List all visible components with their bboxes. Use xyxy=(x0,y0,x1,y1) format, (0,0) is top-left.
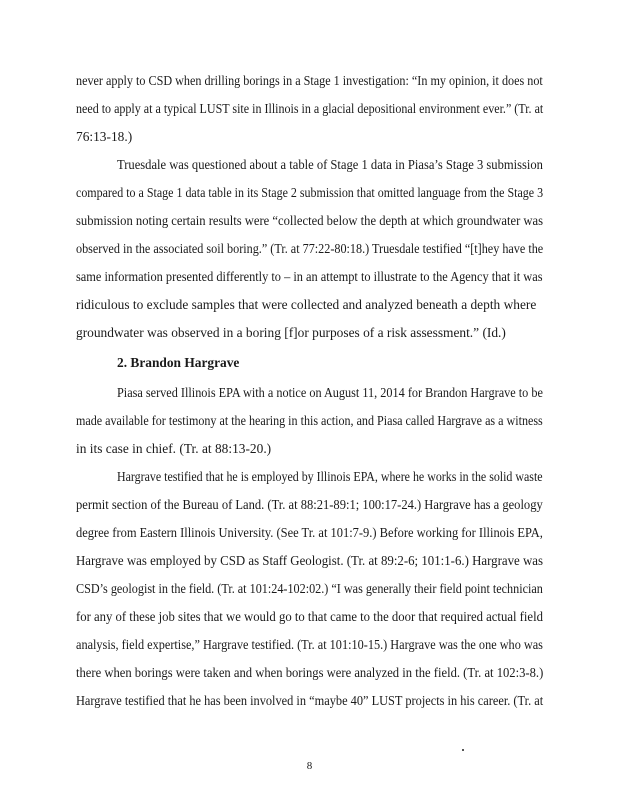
text-line-6: submission noting certain results were “collected below the depth at which groundwater was xyxy=(76,213,544,228)
text-line-19: CSD’s geologist in the field. (Tr. at 101:24-102:02.) “I was generally their field point technician xyxy=(76,581,543,596)
text-line-12: Piasa served Illinois EPA with a notice on August 11, 2014 for Brandon Hargrave to be xyxy=(117,385,543,400)
text-line-4: Truesdale was questioned about a table of Stage 1 data in Piasa’s Stage 3 submission xyxy=(117,157,543,172)
text-line-8: same information presented differently to – in an attempt to illustrate to the Agency that it was xyxy=(76,269,543,284)
text-line-13: made available for testimony at the hearing in this action, and Piasa called Hargrave as a witness xyxy=(76,413,543,428)
text-line-20: for any of these job sites that we would go to that came to the door that required actual field xyxy=(76,609,543,624)
text-line-22: there when borings were taken and when borings were analyzed in the field. (Tr. at 102:3-8.) xyxy=(76,665,544,680)
text-line-3: 76:13-18.) xyxy=(76,129,133,144)
text-line-9: ridiculous to exclude samples that were collected and analyzed beneath a depth where xyxy=(76,297,537,312)
text-line-15: Hargrave testified that he is employed by Illinois EPA, where he works in the solid waste xyxy=(117,469,543,484)
text-line-2: need to apply at a typical LUST site in Illinois in a glacial depositional environment ever.” (Tr. at xyxy=(76,101,544,116)
section-heading: 2. Brandon Hargrave xyxy=(117,355,240,370)
text-line-17: degree from Eastern Illinois University. (See Tr. at 101:7-9.) Before working for Illinois EPA, xyxy=(76,525,543,540)
text-line-21: analysis, field expertise,” Hargrave testified. (Tr. at 101:10-15.) Hargrave was the one who was xyxy=(76,637,543,652)
scan-speck xyxy=(462,749,464,751)
text-line-14: in its case in chief. (Tr. at 88:13-20.) xyxy=(76,441,272,456)
text-line-1: never apply to CSD when drilling borings in a Stage 1 investigation: “In my opinion, it does not xyxy=(76,73,543,88)
page-number: 8 xyxy=(306,760,313,772)
text-line-16: permit section of the Bureau of Land. (Tr. at 88:21-89:1; 100:17-24.) Hargrave has a geology xyxy=(76,497,543,512)
text-line-18: Hargrave was employed by CSD as Staff Geologist. (Tr. at 89:2-6; 101:1-6.) Hargrave was xyxy=(76,553,543,568)
text-line-10: groundwater was observed in a boring [f]or purposes of a risk assessment.” (Id.) xyxy=(76,325,506,340)
text-line-7: observed in the associated soil boring.” (Tr. at 77:22-80:18.) Truesdale testified “[t]hey have the xyxy=(76,241,544,256)
text-line-5: compared to a Stage 1 data table in its Stage 2 submission that omitted language from the Stage 3 xyxy=(76,185,544,200)
text-line-23: Hargrave testified that he has been involved in “maybe 40” LUST projects in his career. (Tr. at xyxy=(76,693,544,708)
